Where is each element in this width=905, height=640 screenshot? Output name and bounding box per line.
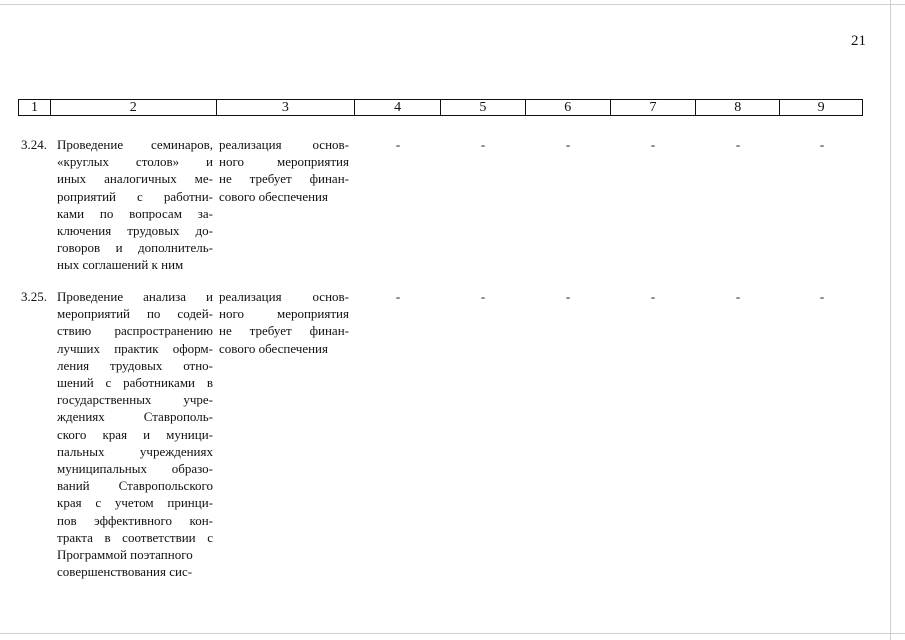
description-line: Программой поэтапного [57, 547, 193, 563]
row-number: 3.24. [21, 137, 47, 152]
description-line: ключения трудовых до- [57, 223, 213, 239]
header-cell-6: 6 [526, 100, 611, 115]
value-col-5: - [480, 137, 486, 152]
description-line: ных соглашений к ним [57, 257, 184, 273]
description-line: ского края и муници- [57, 426, 213, 442]
value-col-5: - [480, 289, 486, 304]
description-line: иных аналогичных ме- [57, 171, 213, 187]
funding-line: реализация основ- [219, 137, 349, 152]
page-number: 21 [851, 33, 866, 49]
funding-line: сового обеспечения [219, 188, 328, 204]
description-line: шений с работниками в [57, 375, 213, 391]
description-line: говоров и дополнитель- [57, 240, 213, 256]
description-line: государственных учре- [57, 392, 213, 408]
value-col-8: - [735, 289, 741, 304]
description-line: совершенствования сис- [57, 564, 193, 580]
value-col-9: - [819, 137, 825, 152]
header-cell-4: 4 [355, 100, 441, 115]
description-line: ления трудовых отно- [57, 357, 213, 373]
funding-line: реализация основ- [219, 289, 349, 304]
row-funding-note [219, 288, 349, 357]
header-cell-8: 8 [696, 100, 780, 115]
description-line: мероприятий по содей- [57, 306, 213, 322]
table-header-row [18, 99, 863, 116]
value-col-4: - [395, 289, 401, 304]
description-line: Проведение анализа и [57, 289, 213, 304]
row-number: 3.25. [21, 289, 47, 304]
value-col-8: - [735, 137, 741, 152]
description-line: Проведение семинаров, [57, 137, 213, 152]
value-col-9: - [819, 289, 825, 304]
funding-line: ного мероприятия [219, 306, 349, 322]
description-line: роприятий с работни- [57, 188, 213, 204]
description-line: «круглых столов» и [57, 154, 213, 170]
row-description [57, 288, 213, 580]
description-line: края с учетом принци- [57, 495, 213, 511]
value-col-7: - [650, 289, 656, 304]
header-cell-5: 5 [441, 100, 526, 115]
description-line: ками по вопросам за- [57, 205, 213, 221]
right-scan-edge [890, 0, 891, 640]
description-line: тракта в соответствии с [57, 529, 213, 545]
top-scan-edge [0, 4, 905, 5]
description-line: муниципальных образо- [57, 461, 213, 477]
row-funding-note [219, 136, 349, 205]
value-col-4: - [395, 137, 401, 152]
description-line: ждениях Ставрополь- [57, 409, 213, 425]
bottom-scan-edge [0, 633, 905, 634]
header-cell-3: 3 [217, 100, 356, 115]
funding-line: не требует финан- [219, 171, 349, 187]
description-line: пов эффективного кон- [57, 512, 213, 528]
funding-line: ного мероприятия [219, 154, 349, 170]
description-line: ствию распространению [57, 323, 213, 339]
value-col-6: - [565, 289, 571, 304]
description-line: пальных учреждениях [57, 443, 213, 459]
funding-line: не требует финан- [219, 323, 349, 339]
funding-line: сового обеспечения [219, 340, 328, 356]
value-col-6: - [565, 137, 571, 152]
value-col-7: - [650, 137, 656, 152]
description-line: лучших практик оформ- [57, 340, 213, 356]
header-cell-9: 9 [817, 100, 825, 115]
row-description [57, 136, 213, 274]
header-cell-2: 2 [51, 100, 217, 115]
header-cell-7: 7 [611, 100, 697, 115]
header-cell-1: 1 [19, 100, 51, 115]
description-line: ваний Ставропольского [57, 478, 213, 494]
